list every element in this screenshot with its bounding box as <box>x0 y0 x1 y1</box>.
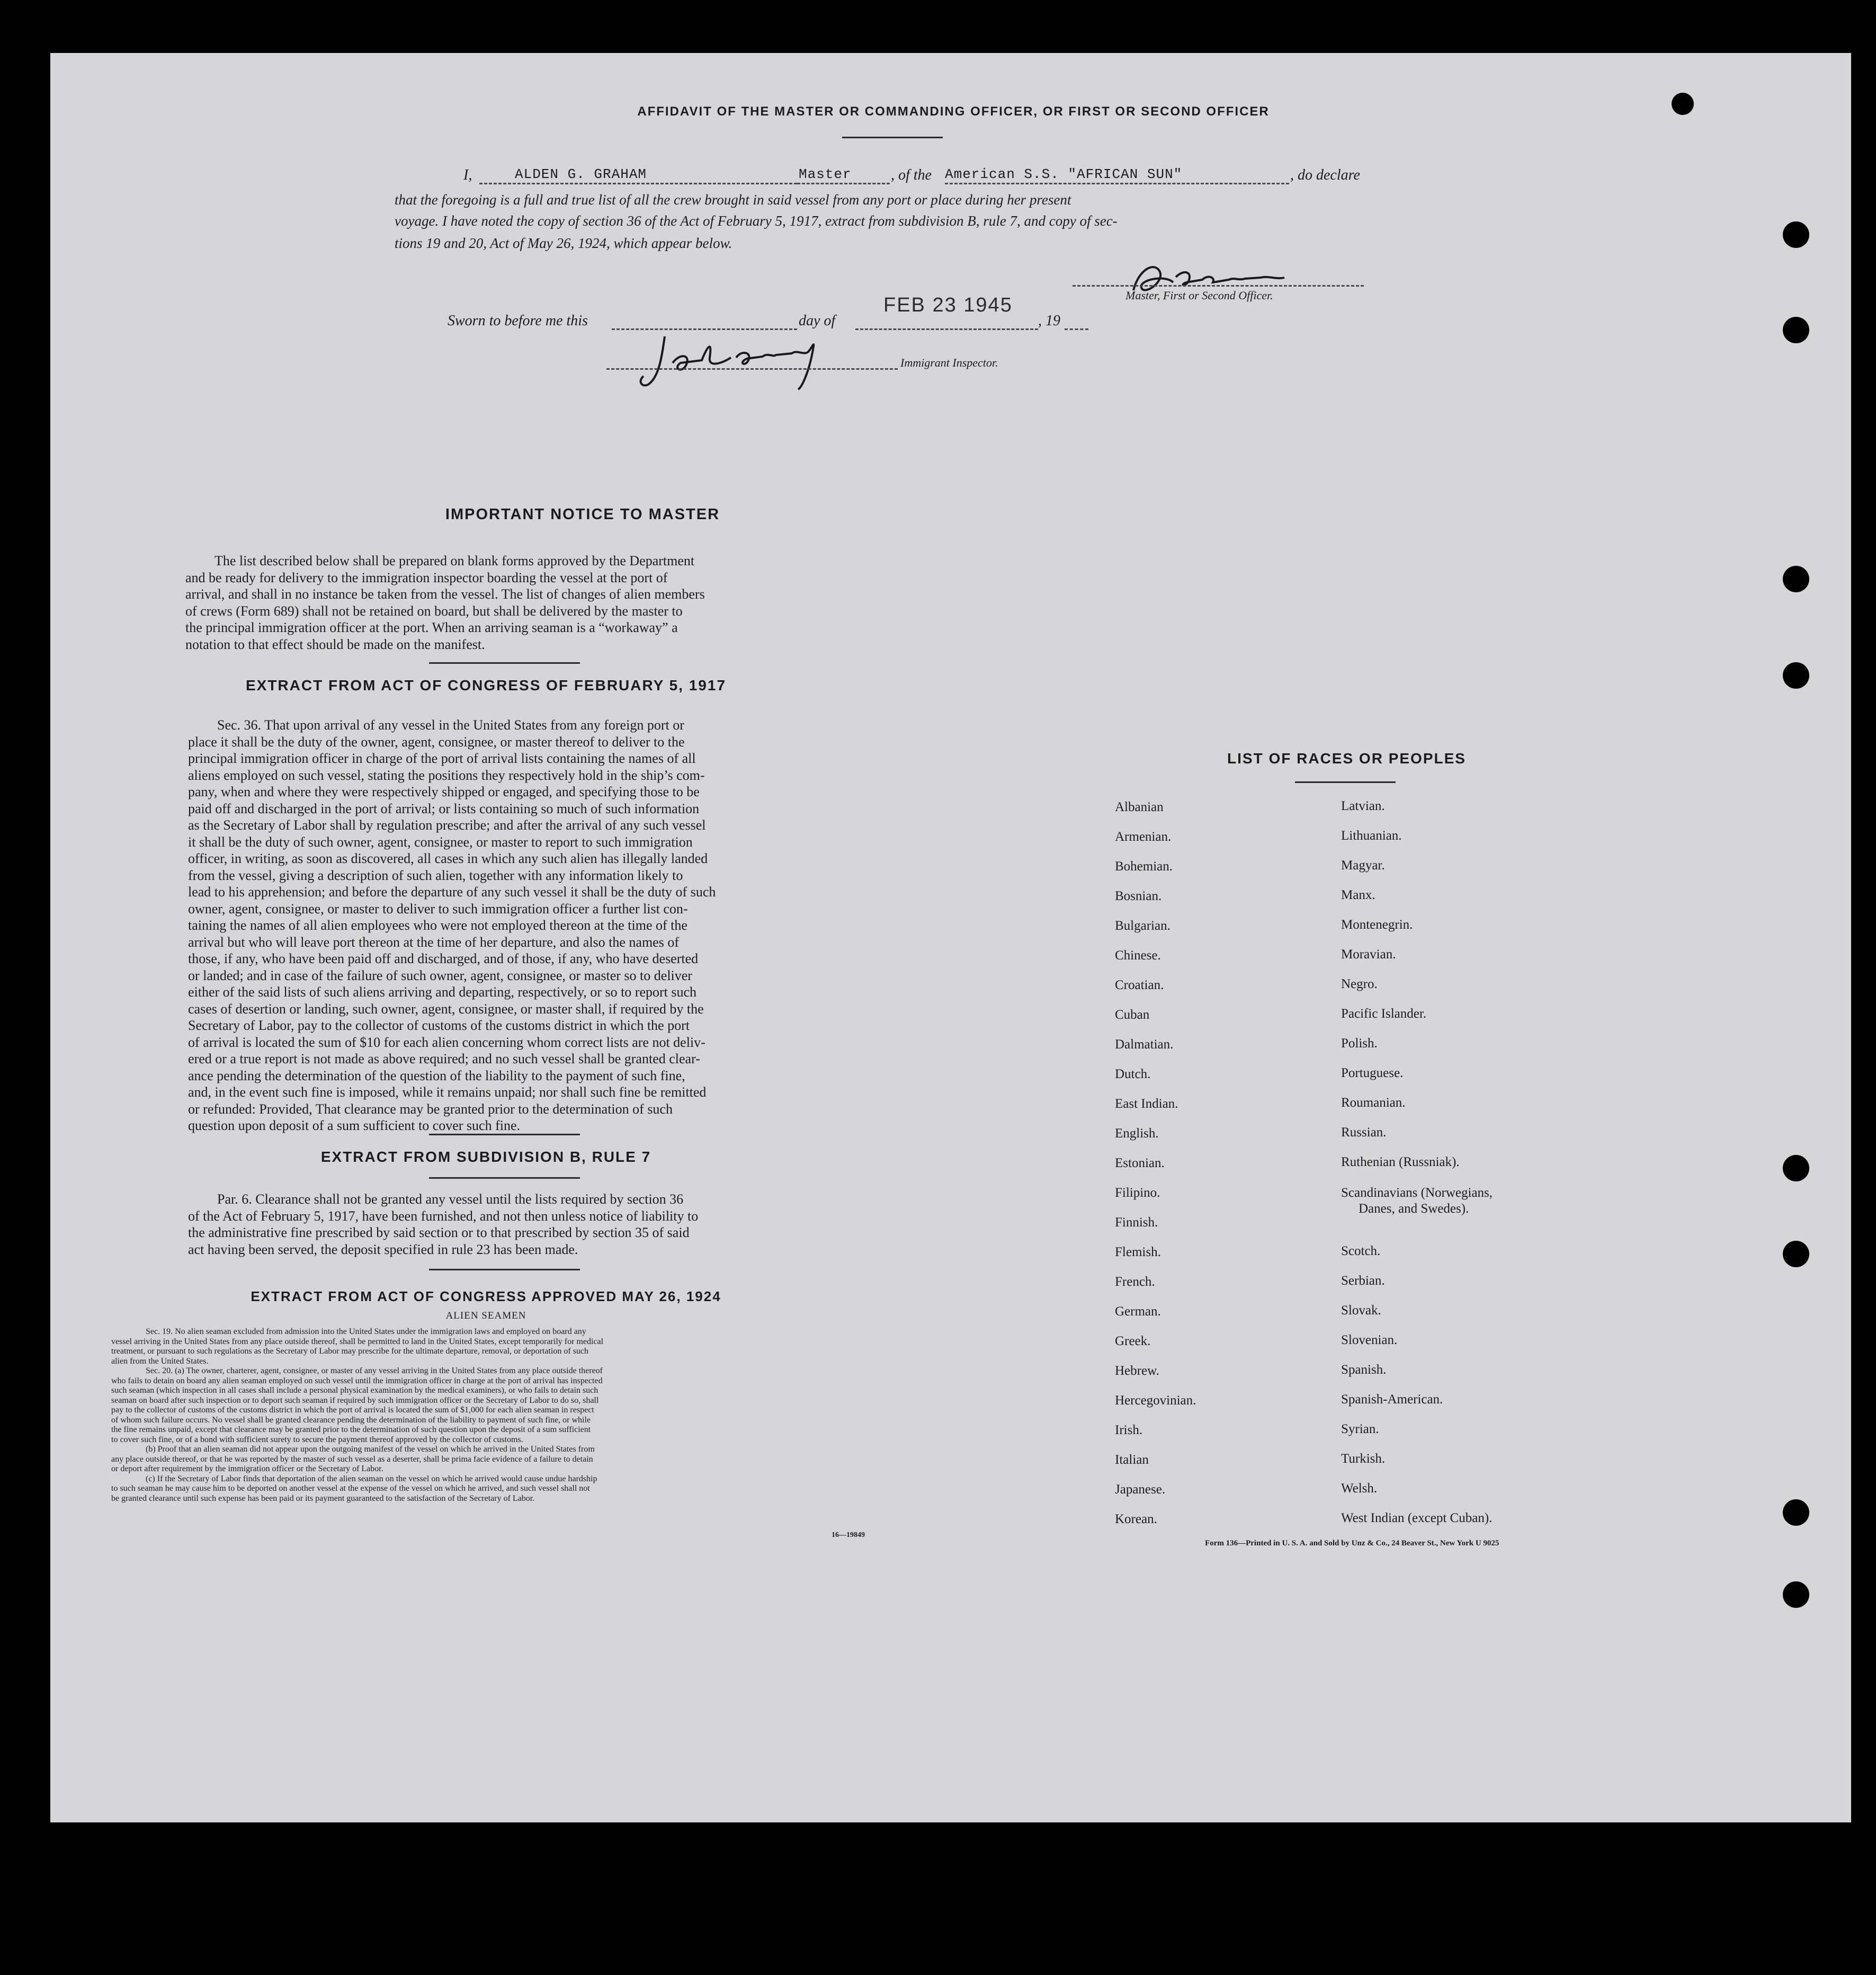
sworn-text: Sworn to before me this <box>448 313 588 329</box>
extract-line: as the Secretary of Labor shall by regulation prescribe; and after the arrival of any such vessel <box>188 817 706 833</box>
extract-line: those, if any, who have been paid off and discharged, and of those, if any, who have deserted <box>188 951 699 966</box>
race-item: Albanian <box>1115 800 1164 814</box>
extract-line: lead to his apprehension; and before the departure of any such vessel it shall be the duty of such <box>188 884 716 900</box>
extract-line: owner, agent, consignee, or master to deliver to such immigration officer a further list con- <box>188 901 688 917</box>
race-item: Welsh. <box>1341 1481 1378 1496</box>
extract-line: from the vessel, giving a description of such alien, together with any information likely to <box>188 867 683 883</box>
extract-line: Sec. 20. (a) The owner, charterer, agent, consignee, or master of any vessel arriving in the United States from any place outside thereof <box>146 1366 603 1375</box>
divider <box>429 1134 580 1135</box>
race-item: Scandinavians (Norwegians, <box>1341 1186 1493 1200</box>
extract-line: principal immigration officer in charge of the port of arrival lists containing the names of all <box>188 751 696 766</box>
race-item: Dutch. <box>1115 1067 1151 1081</box>
extract-line: to cover such fine, or of a bond with sufficient surety to secure the payment thereof approved by the collector of customs. <box>111 1435 523 1444</box>
extract-line: Par. 6. Clearance shall not be granted any vessel until the lists required by section 36 <box>217 1191 684 1207</box>
race-item: German. <box>1115 1304 1161 1319</box>
punch-hole <box>1783 1155 1809 1181</box>
race-item: Syrian. <box>1341 1422 1379 1436</box>
notice-line: arrival, and shall in no instance be taken from the vessel. The list of changes of alien members <box>185 586 705 602</box>
signature-caption: Master, First or Second Officer. <box>1125 289 1273 302</box>
extract-line: arrival but who will leave port thereon at the time of her departure, and also the names of <box>188 934 679 950</box>
rank-line <box>797 183 890 184</box>
signature-line <box>1073 285 1364 287</box>
race-item: Filipino. <box>1115 1186 1160 1200</box>
affidavit-body: voyage. I have noted the copy of section 36 of the Act of February 5, 1917, extract from subdivision B, rule 7, and copy of sec- <box>395 213 1118 229</box>
race-item: Cuban <box>1115 1008 1150 1022</box>
extract-line: any place outside thereof, or that he was reported by the master of such vessel as a deserter, shall be prima facie evidence of a failure to detain <box>111 1454 593 1464</box>
day-of-text: day of <box>799 313 836 329</box>
race-item: Portuguese. <box>1341 1066 1404 1080</box>
name-line <box>479 183 797 184</box>
extract-1924-text <box>111 1327 871 1504</box>
extract-line: the fine remains unpaid, except that clearance may be granted prior to the determination of such question upon the deposit of a sum sufficient <box>111 1425 591 1434</box>
race-item: Bosnian. <box>1115 889 1162 903</box>
race-item: Bulgarian. <box>1115 919 1171 933</box>
extract-line: the administrative fine prescribed by said section or to that prescribed by section 35 of said <box>188 1225 690 1240</box>
extract-line: cases of desertion or landing, such owner, agent, consignee, or master shall, if required by the <box>188 1001 704 1017</box>
form-note: Form 136—Printed in U. S. A. and Sold by Unz & Co., 24 Beaver St., New York U 9025 <box>1205 1539 1499 1547</box>
extract-line: seaman on board after such inspection or to deport such seaman if required by such immigration officer or the Secretary of Labor to do so, shall <box>111 1395 599 1405</box>
extract-line: either of the said lists of such aliens arriving and departing, respectively, or so to report such <box>188 984 697 1000</box>
race-item: Bohemian. <box>1115 859 1173 874</box>
extract-line: of the Act of February 5, 1917, have been furnished, and not then unless notice of liability to <box>188 1208 699 1224</box>
vessel-line <box>945 183 1289 184</box>
race-item: Chinese. <box>1115 948 1161 963</box>
extract-rule7-title: EXTRACT FROM SUBDIVISION B, RULE 7 <box>320 1149 651 1165</box>
race-item: Russian. <box>1341 1125 1387 1140</box>
extract-line: be granted clearance until such expense has been paid or its payment guaranteed to the satisfaction of the Secretary of Labor. <box>111 1493 535 1503</box>
extract-1917-title: EXTRACT FROM ACT OF CONGRESS OF FEBRUARY 5, 1917 <box>245 677 727 693</box>
race-item: Pacific Islander. <box>1341 1007 1427 1021</box>
notice-line: The list described below shall be prepared on blank forms approved by the Department <box>215 553 695 568</box>
punch-hole <box>1783 1499 1809 1526</box>
race-item: Manx. <box>1341 888 1375 902</box>
race-item: Hebrew. <box>1115 1364 1159 1378</box>
race-item: Lithuanian. <box>1341 829 1402 843</box>
race-item-continuation: Danes, and Swedes). <box>1359 1202 1469 1216</box>
notice-line: the principal immigration officer at the port. When an arriving seaman is a “workaway” a <box>185 620 678 635</box>
race-item: West Indian (except Cuban). <box>1341 1511 1493 1525</box>
punch-hole <box>1783 1241 1809 1267</box>
race-item: Dalmatian. <box>1115 1037 1174 1052</box>
vessel-name: American S.S. "AFRICAN SUN" <box>945 166 1183 182</box>
extract-1924-title: EXTRACT FROM ACT OF CONGRESS APPROVED MAY 26, 1924 <box>251 1288 721 1304</box>
extract-line: pay to the collector of customs of the customs district in which the port of arrival is located the sum of $1,000 for each alien seaman in respect <box>111 1405 594 1414</box>
extract-line: pany, when and where they were respectively shipped or engaged, and specifying those to be <box>188 784 700 799</box>
extract-line: vessel arriving in the United States from any place outside thereof, shall be permitted to land in the United States, except temporarily for medical <box>111 1337 604 1346</box>
form-code: 16—19849 <box>832 1531 865 1539</box>
race-item: Latvian. <box>1341 799 1385 813</box>
extract-line: such seaman (which inspection in all cases shall include a personal physical examination by the medical examiners), or who fails to detain such <box>111 1386 598 1395</box>
race-item: French. <box>1115 1275 1155 1289</box>
extract-line: and, in the event such fine is imposed, while it remains unpaid; nor shall such fine be remitted <box>188 1084 707 1100</box>
master-rank: Master <box>799 166 852 182</box>
master-name: ALDEN G. GRAHAM <box>515 166 647 182</box>
extract-line: ance pending the determination of the question of the liability to the payment of such fine, <box>188 1067 685 1083</box>
extract-line: (c) If the Secretary of Labor finds that deportation of the alien seaman on the vessel on which he arrived would cause undue hardship <box>146 1474 597 1483</box>
divider <box>429 1177 580 1179</box>
race-item: Finnish. <box>1115 1215 1158 1230</box>
race-item: East Indian. <box>1115 1097 1178 1111</box>
extract-line: to such seaman he may cause him to be deported on another vessel at the expense of the vessel on which he arrived, and such vessel shall not <box>111 1484 590 1493</box>
extract-line: act having been served, the deposit specified in rule 23 has been made. <box>188 1241 578 1257</box>
extract-1924-subtitle: ALIEN SEAMEN <box>445 1310 526 1321</box>
divider <box>429 1269 580 1270</box>
sworn-month-line <box>855 328 1038 330</box>
inspector-signature <box>633 326 866 392</box>
race-item: Hercegovinian. <box>1115 1393 1196 1408</box>
punch-hole <box>1783 662 1809 689</box>
divider <box>1295 781 1396 783</box>
race-item: Italian <box>1115 1453 1149 1467</box>
race-item: English. <box>1115 1126 1159 1141</box>
notice-line: and be ready for delivery to the immigration inspector boarding the vessel at the port of <box>185 570 668 585</box>
race-item: Polish. <box>1341 1036 1378 1051</box>
extract-line: or landed; and in case of the failure of such owner, agent, consignee, or master so to deliver <box>188 967 692 983</box>
race-item: Armenian. <box>1115 830 1172 844</box>
affidavit-do-declare: , do declare <box>1290 167 1360 183</box>
affidavit-body: tions 19 and 20, Act of May 26, 1924, which appear below. <box>395 235 732 251</box>
extract-line: alien from the United States. <box>111 1356 209 1366</box>
extract-line: of arrival is located the sum of $10 for each alien concerning whom correct lists are not deliv- <box>188 1034 705 1050</box>
affidavit-body: that the foregoing is a full and true list of all the crew brought in said vessel from any port or place during her present <box>395 192 1071 208</box>
extract-line: paid off and discharged in the port of arrival; or lists containing so much of such information <box>188 800 700 816</box>
race-item: Croatian. <box>1115 978 1164 992</box>
extract-rule7-text <box>188 1191 787 1258</box>
extract-line: Secretary of Labor, pay to the collector of customs of the customs district in which the port <box>188 1018 690 1033</box>
punch-hole <box>1783 221 1809 248</box>
notice-line: of crews (Form 689) shall not be retained on board, but shall be delivered by the master to <box>185 603 683 619</box>
extract-line: place it shall be the duty of the owner, agent, consignee, or master thereof to deliver to the <box>188 734 685 750</box>
race-item: Slovak. <box>1341 1303 1381 1318</box>
race-item: Serbian. <box>1341 1274 1385 1288</box>
year-prefix: , 19 <box>1038 313 1060 329</box>
race-item: Scotch. <box>1341 1244 1381 1258</box>
notice-text <box>185 553 787 653</box>
affidavit-title: AFFIDAVIT OF THE MASTER OR COMMANDING OFFICER, OR FIRST OR SECOND OFFICER <box>637 104 1270 119</box>
race-item: Moravian. <box>1341 947 1396 962</box>
extract-line: question upon deposit of a sum sufficient to cover such fine. <box>188 1118 521 1133</box>
race-item: Turkish. <box>1341 1452 1386 1466</box>
race-item: Irish. <box>1115 1423 1143 1437</box>
punch-hole <box>1783 1581 1809 1608</box>
race-item: Korean. <box>1115 1512 1157 1526</box>
extract-line: (b) Proof that an alien seaman did not appear upon the outgoing manifest of the vessel on which he arrived in the United States from <box>146 1445 595 1454</box>
extract-line: taining the names of all alien employees who were not employed thereon at the time of the <box>188 918 687 933</box>
notice-line: notation to that effect should be made on the manifest. <box>185 636 485 652</box>
extract-line: or refunded: Provided, That clearance may be granted prior to the determination of such <box>188 1101 673 1117</box>
extract-line: officer, in writing, as soon as discovered, all cases in which any such alien has illegally landed <box>188 851 708 866</box>
race-item: Estonian. <box>1115 1156 1165 1170</box>
race-item: Flemish. <box>1115 1245 1161 1259</box>
extract-line: treatment, or pursuant to such regulations as the Secretary of Labor may prescribe for the ultimate departure, removal, or deportation of such <box>111 1347 589 1356</box>
extract-line: it shall be the duty of such owner, agent, consignee, or master to report to such immigration <box>188 834 693 850</box>
extract-1917-text <box>188 717 787 1134</box>
inspector-caption: Immigrant Inspector. <box>900 356 998 369</box>
year-line <box>1065 328 1088 330</box>
race-item: Japanese. <box>1115 1482 1166 1497</box>
extract-line: or deport after requirement by the immigration officer or the Secretary of Labor. <box>111 1464 383 1473</box>
race-item: Ruthenian (Russniak). <box>1341 1155 1460 1169</box>
race-item: Greek. <box>1115 1334 1151 1348</box>
race-item: Roumanian. <box>1341 1096 1406 1110</box>
divider <box>429 662 580 664</box>
date-stamp: FEB 23 1945 <box>883 294 1013 316</box>
extract-line: who fails to detain on board any alien seaman employed on such vessel until the immigration officer in charge at the port of arrival has inspected <box>111 1376 603 1385</box>
extract-line: Sec. 36. That upon arrival of any vessel in the United States from any foreign port or <box>217 717 684 733</box>
affidavit-of-the: , of the <box>891 167 932 183</box>
race-item: Spanish. <box>1341 1363 1387 1377</box>
punch-hole <box>1672 93 1694 115</box>
race-item: Slovenian. <box>1341 1333 1398 1347</box>
race-item: Magyar. <box>1341 858 1385 873</box>
races-title: LIST OF RACES OR PEOPLES <box>1227 750 1466 767</box>
extract-line: aliens employed on such vessel, stating the positions they respectively hold in the ship’s com- <box>188 767 705 783</box>
race-item: Negro. <box>1341 977 1378 991</box>
extract-line: Sec. 19. No alien seaman excluded from admission into the United States under the immigration laws and employed on board any <box>146 1327 586 1336</box>
race-item: Spanish-American. <box>1341 1392 1443 1407</box>
punch-hole <box>1783 566 1809 592</box>
extract-line: of whom such failure occurs. No vessel shall be granted clearance pending the determination of the liability to payment of such fine, or while <box>111 1415 591 1425</box>
notice-title: IMPORTANT NOTICE TO MASTER <box>445 506 720 523</box>
divider <box>842 137 943 138</box>
punch-hole <box>1783 317 1809 343</box>
inspector-line <box>606 368 898 370</box>
extract-line: ered or a true report is not made as above required; and no such vessel shall be granted clear- <box>188 1051 700 1066</box>
affidavit-i: I, <box>463 167 472 183</box>
race-item: Montenegrin. <box>1341 918 1413 932</box>
